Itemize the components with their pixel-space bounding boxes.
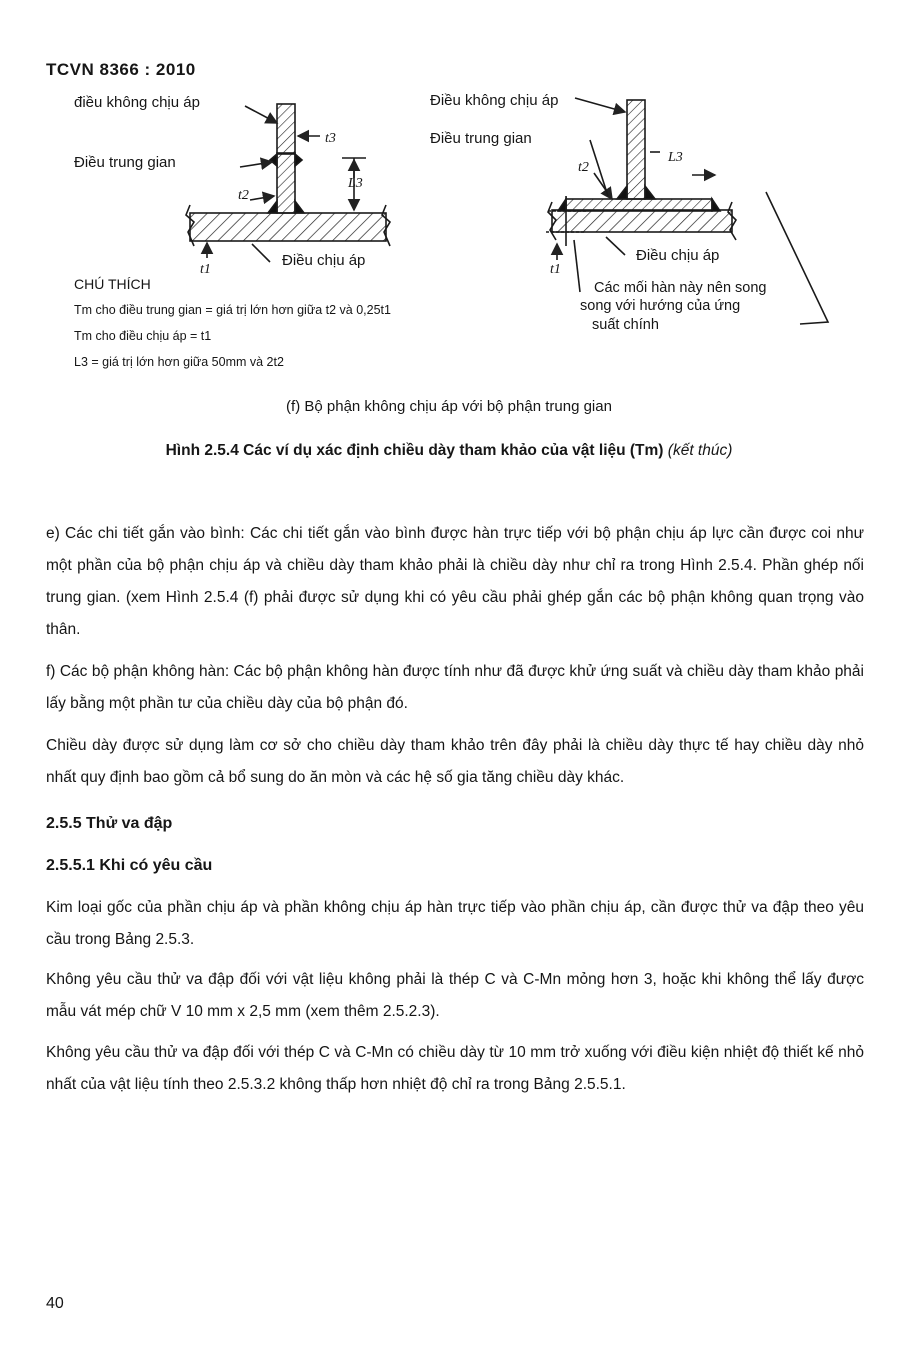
right-symbol-t2: t2 <box>578 160 589 175</box>
page-number: 40 <box>46 1295 64 1312</box>
paragraph-thickness-basis: Chiều dày được sử dụng làm cơ sở cho chiều dày tham khảo trên đây phải là chiều dày thực tế hay chiều dày nhỏ nhất quy định bao gồm cả bổ sung do ăn mòn và các hệ số gia tăng chiều dày khác. <box>46 737 864 786</box>
figure-2-5-4f-drawing <box>0 0 898 380</box>
right-weld-note-line3: suất chính <box>592 317 659 333</box>
right-symbol-L3: L3 <box>668 150 683 165</box>
figure-subcaption: (f) Bộ phận không chịu áp với bộ phận trung gian <box>286 398 612 415</box>
notes-line-1: Tm cho điều trung gian = giá trị lớn hơn giữa t2 và 0,25t1 <box>74 303 391 317</box>
right-label-pressure: Điều chịu áp <box>636 247 720 264</box>
right-label-non-pressure: Điều không chịu áp <box>430 92 559 109</box>
left-symbol-t3: t3 <box>325 131 336 146</box>
notes-title: CHÚ THÍCH <box>74 276 151 292</box>
figure-caption-text: Hình 2.5.4 Các ví dụ xác định chiều dày tham khảo của vật liệu (Tm) <box>165 442 664 459</box>
left-label-intermediate: Điều trung gian <box>74 154 176 171</box>
section-heading-2-5-5: 2.5.5 Thử va đập <box>46 815 173 832</box>
right-weld-note-line1: Các mối hàn này nên song <box>594 280 767 296</box>
notes-line-3: L3 = giá trị lớn hơn giữa 50mm và 2t2 <box>74 355 284 369</box>
right-symbol-t1: t1 <box>550 262 561 277</box>
paragraph-impact-test-required: Kim loại gốc của phần chịu áp và phần không chịu áp hàn trực tiếp vào phần chịu áp, cần được thử va đập theo yêu cầu trong Bảng 2.5.3. <box>46 899 864 948</box>
right-intermediate-plate <box>566 199 712 211</box>
left-symbol-t1: t1 <box>200 262 211 277</box>
right-label-intermediate: Điều trung gian <box>430 130 532 147</box>
left-label-non-pressure: điều không chịu áp <box>74 94 200 111</box>
right-pressure-plate <box>552 210 732 232</box>
paragraph-e-attachments: e) Các chi tiết gắn vào bình: Các chi tiết gắn vào bình được hàn trực tiếp với bộ phận chịu áp lực cần được coi như một phần của bộ phận chịu áp và chiều dày tham khảo phải là chiều dày như chỉ ra trong Hình 2.5.4. Phần ghép nối trung gian. (xem Hình 2.5.4 (f) phải được sử dụng khi có yêu cầu phải ghép gắn các bộ phận không quan trọng vào thân. <box>46 525 864 638</box>
figure-caption-suffix: (kết thúc) <box>667 442 733 459</box>
left-symbol-t2: t2 <box>238 188 249 203</box>
paragraph-impact-test-exemption-10mm: Không yêu cầu thử va đập đối với thép C và C-Mn có chiều dày từ 10 mm trở xuống với điều kiện nhiệt độ thiết kế nhỏ nhất của vật liệu tính theo 2.5.3.2 không thấp hơn nhiệt độ chỉ ra trong Bảng 2.5.5.1. <box>46 1044 864 1093</box>
figure-caption <box>0 442 898 460</box>
section-heading-2-5-5-1: 2.5.5.1 Khi có yêu cầu <box>46 857 213 874</box>
left-pressure-plate <box>190 213 386 241</box>
document-header: TCVN 8366 : 2010 <box>46 60 196 79</box>
notes-line-2: Tm cho điều chịu áp = t1 <box>74 329 212 343</box>
right-weld-note-line2: song với hướng của ứng <box>580 298 741 314</box>
paragraph-f-non-welded: f) Các bộ phận không hàn: Các bộ phận không hàn được tính như đã được khử ứng suất và chiều dày tham khảo phải lấy bằng một phần tư của chiều dày của bộ phận đó. <box>46 663 864 712</box>
right-non-pressure-member <box>627 100 645 199</box>
left-non-pressure-member <box>277 104 295 154</box>
left-label-pressure: Điều chịu áp <box>282 252 366 269</box>
left-symbol-L3: L3 <box>348 176 363 191</box>
paragraph-impact-test-exemption-thin: Không yêu cầu thử va đập đối với vật liệu không phải là thép C và C-Mn mỏng hơn 3, hoặc khi không thể lấy được mẫu vát mép chữ V 10 mm x 2,5 mm (xem thêm 2.5.2.3). <box>46 971 864 1020</box>
left-intermediate-member <box>277 153 295 213</box>
